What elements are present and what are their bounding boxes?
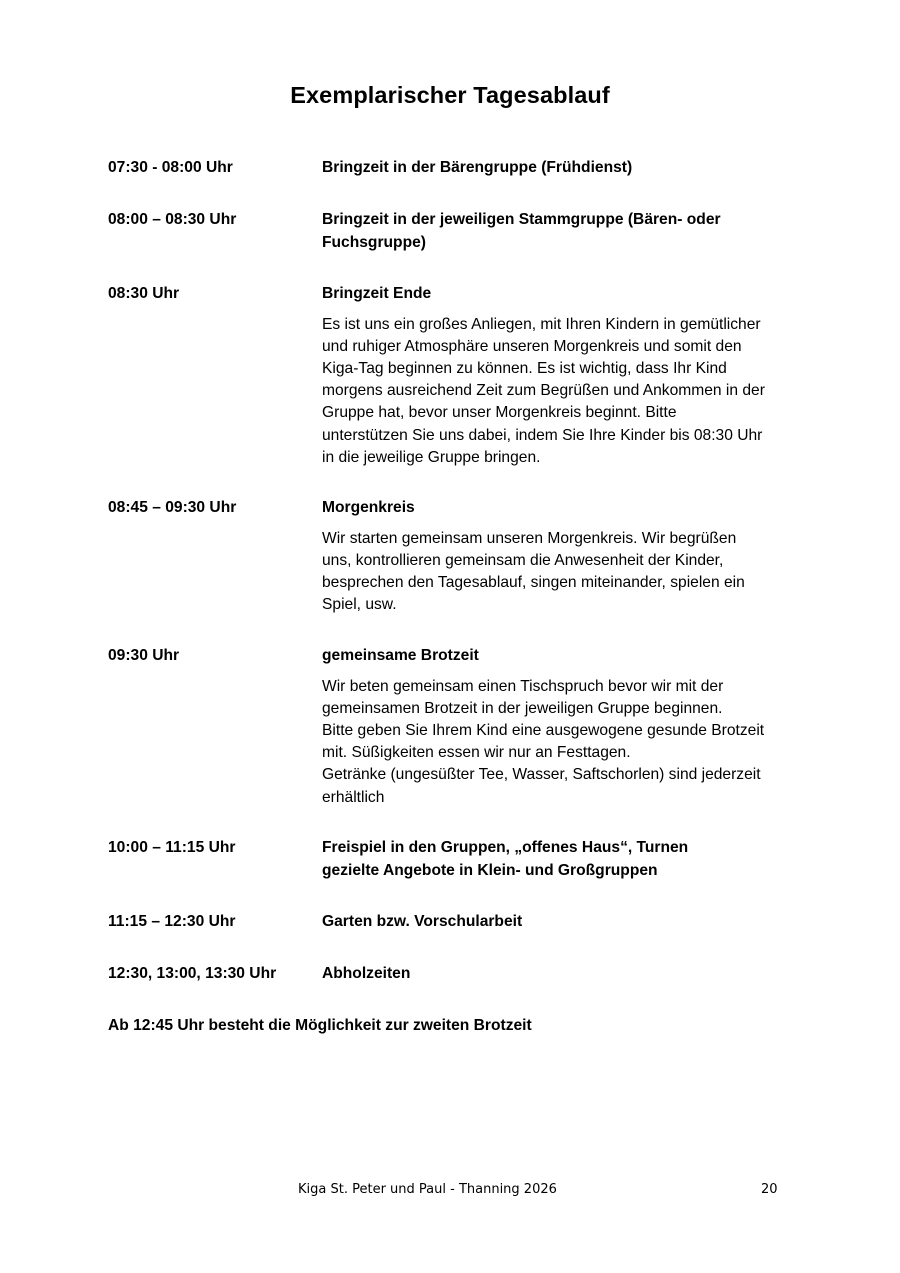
description-line: Bitte geben Sie Ihrem Kind eine ausgewogene gesunde Brotzeit [322, 721, 765, 739]
schedule-heading [322, 497, 802, 520]
schedule-content [322, 497, 802, 616]
description-line: besprechen den Tagesablauf, singen miteinander, spielen ein [322, 573, 745, 591]
second-snack-note: Ab 12:45 Uhr besteht die Möglichkeit zur zweiten Brotzeit [108, 1017, 532, 1034]
schedule-heading [322, 157, 802, 180]
heading-line: Bringzeit in der jeweiligen Stammgruppe (Bären- oder [322, 211, 721, 228]
schedule-time: 12:30, 13:00, 13:30 Uhr [108, 965, 277, 982]
schedule-time: 09:30 Uhr [108, 647, 180, 664]
description-line: uns, kontrollieren gemeinsam die Anwesenheit der Kinder, [322, 551, 724, 569]
schedule-content [322, 209, 802, 254]
description-line: Wir beten gemeinsam einen Tischspruch bevor wir mit der [322, 677, 724, 695]
description-line: in die jeweilige Gruppe bringen. [322, 448, 541, 466]
heading-line: Freispiel in den Gruppen, „offenes Haus“, Turnen [322, 839, 689, 856]
heading-line: Bringzeit in der Bärengruppe (Frühdienst) [322, 159, 633, 176]
schedule-heading [322, 209, 802, 254]
heading-line: gemeinsame Brotzeit [322, 647, 479, 664]
description-line: Spiel, usw. [322, 596, 397, 614]
description-line: erhältlich [322, 788, 385, 806]
schedule-time: 08:45 – 09:30 Uhr [108, 499, 237, 516]
description-line: Gruppe hat, bevor unser Morgenkreis beginnt. Bitte [322, 404, 677, 422]
schedule-content [322, 963, 802, 986]
page-title: Exemplarischer Tagesablauf [290, 82, 610, 108]
description-line: Getränke (ungesüßter Tee, Wasser, Saftschorlen) sind jederzeit [322, 766, 761, 784]
description-line: und ruhiger Atmosphäre unseren Morgenkreis und somit den [322, 337, 742, 355]
schedule-heading [322, 645, 802, 668]
heading-line: Morgenkreis [322, 499, 415, 516]
schedule-time: 10:00 – 11:15 Uhr [108, 839, 236, 856]
schedule-description [322, 528, 802, 617]
heading-line: Abholzeiten [322, 965, 411, 982]
page-number: 20 [761, 1182, 778, 1197]
schedule-description [322, 314, 802, 469]
schedule-description [322, 676, 802, 809]
heading-line: gezielte Angebote in Klein- und Großgruppen [322, 861, 658, 879]
footer-text: Kiga St. Peter und Paul - Thanning 2026 [298, 1182, 557, 1197]
schedule-heading [322, 283, 802, 306]
schedule-heading [322, 837, 802, 882]
schedule-content [322, 911, 802, 934]
description-line: morgens ausreichend Zeit zum Begrüßen und Ankommen in der [322, 382, 765, 400]
description-line: mit. Süßigkeiten essen wir nur an Festtagen. [322, 744, 631, 762]
schedule-content [322, 645, 802, 809]
schedule-time: 08:00 – 08:30 Uhr [108, 211, 237, 228]
schedule-heading [322, 963, 802, 986]
description-line: unterstützen Sie uns dabei, indem Sie Ihre Kinder bis 08:30 Uhr [322, 426, 763, 444]
description-line: Es ist uns ein großes Anliegen, mit Ihren Kindern in gemütlicher [322, 315, 761, 333]
description-line: Wir starten gemeinsam unseren Morgenkreis. Wir begrüßen [322, 529, 737, 547]
heading-line: Fuchsgruppe) [322, 233, 426, 251]
heading-line: Garten bzw. Vorschularbeit [322, 913, 523, 930]
description-line: gemeinsamen Brotzeit in der jeweiligen Gruppe beginnen. [322, 699, 723, 717]
heading-line: Bringzeit Ende [322, 285, 432, 302]
schedule-time: 08:30 Uhr [108, 285, 180, 302]
schedule-time: 11:15 – 12:30 Uhr [108, 913, 236, 930]
schedule-content [322, 283, 802, 469]
schedule-time: 07:30 - 08:00 Uhr [108, 159, 233, 176]
schedule-heading [322, 911, 802, 934]
description-line: Kiga-Tag beginnen zu können. Es ist wichtig, dass Ihr Kind [322, 359, 727, 377]
schedule-content [322, 837, 802, 882]
schedule-content [322, 157, 802, 180]
